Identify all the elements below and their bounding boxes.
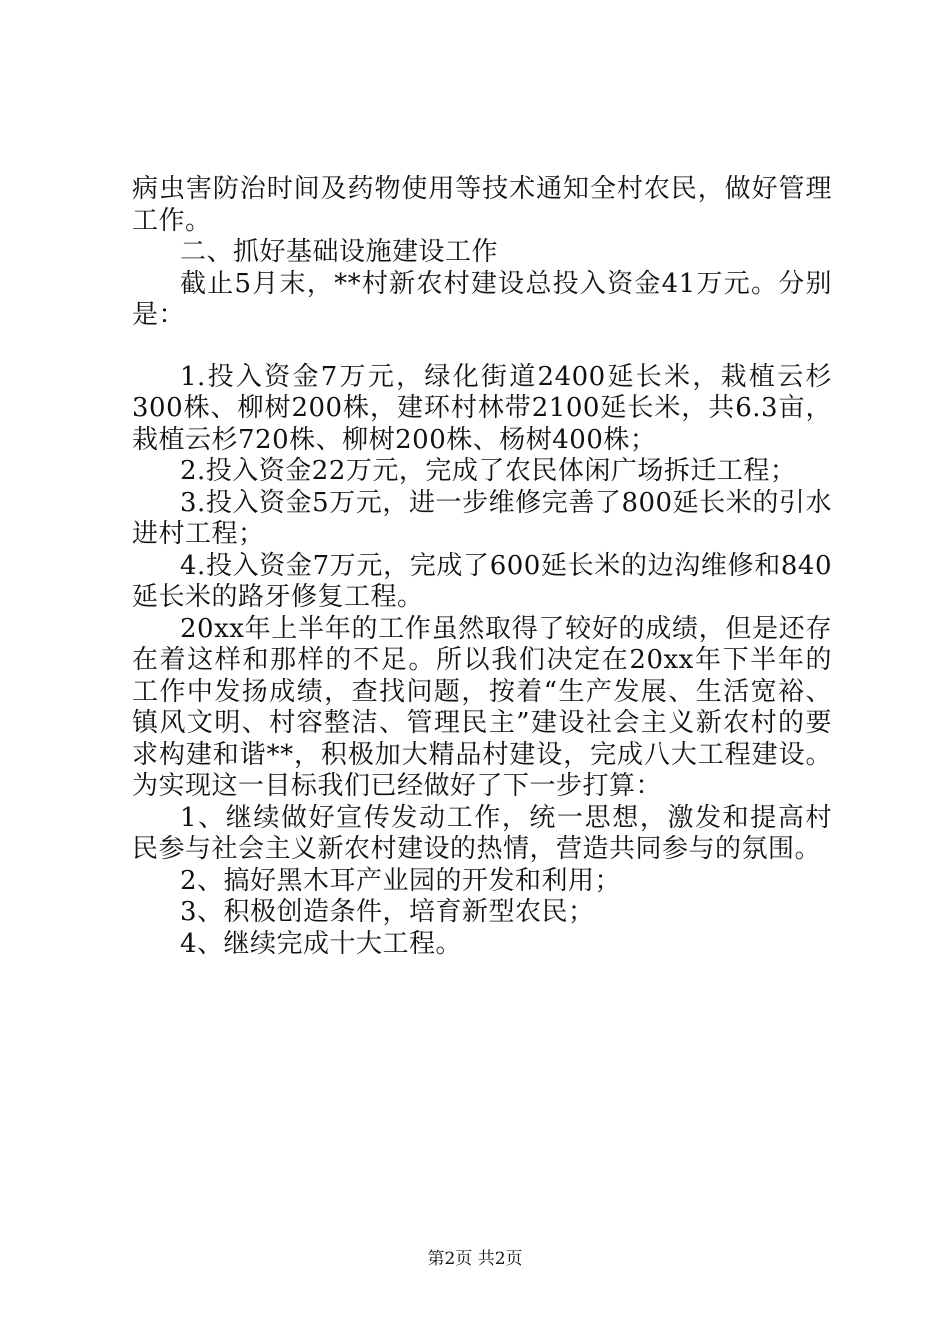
paragraph-investment-summary: 截止5月末，**村新农村建设总投入资金41万元。分别是： xyxy=(132,268,832,330)
list-item-plan-3: 3、积极创造条件，培育新型农民； xyxy=(180,897,595,927)
list-item-investment-3: 3.投入资金5万元，进一步维修完善了800延长米的引水进村工程； xyxy=(132,487,832,549)
list-item-investment-2: 2.投入资金22万元，完成了农民体闲广场拆迁工程； xyxy=(180,456,797,486)
list-item-investment-4: 4.投入资金7万元，完成了600延长米的边沟维修和840延长米的路牙修复工程。 xyxy=(132,550,832,612)
section-heading: 二、抓好基础设施建设工作 xyxy=(180,237,499,267)
list-item-plan-1: 1、继续做好宣传发动工作，统一思想，激发和提高村民参与社会主义新农村建设的热情，营造共同参与的氛围。 xyxy=(132,802,832,864)
paragraph-outlook: 20xx年上半年的工作虽然取得了较好的成绩，但是还存在着这样和那样的不足。所以我们决定在20xx年下半年的工作中发扬成绩，查找问题，按着“生产发展、生活宽裕、镇风文明、村容整洁、管理民主”建设社会主义新农村的要求构建和谐**，积极加大精品村建设，完成八大工程建设。为实现这一目标我们已经做好了下一步打算： xyxy=(132,613,832,801)
list-item-plan-4: 4、继续完成十大工程。 xyxy=(180,928,463,959)
list-item-plan-2: 2、搞好黑木耳产业园的开发和利用； xyxy=(180,865,622,896)
document-body xyxy=(132,174,832,960)
list-item-investment-1: 1.投入资金7万元，绿化街道2400延长米，栽植云杉300株、柳树200株，建环村林带2100延长米，共6.3亩，栽植云杉720株、柳树200株、杨树400株； xyxy=(132,361,832,455)
page-number-footer: 第2页 共2页 xyxy=(427,1249,523,1269)
paragraph-continuation: 病虫害防治时间及药物使用等技术通知全村农民，做好管理工作。 xyxy=(132,174,832,236)
